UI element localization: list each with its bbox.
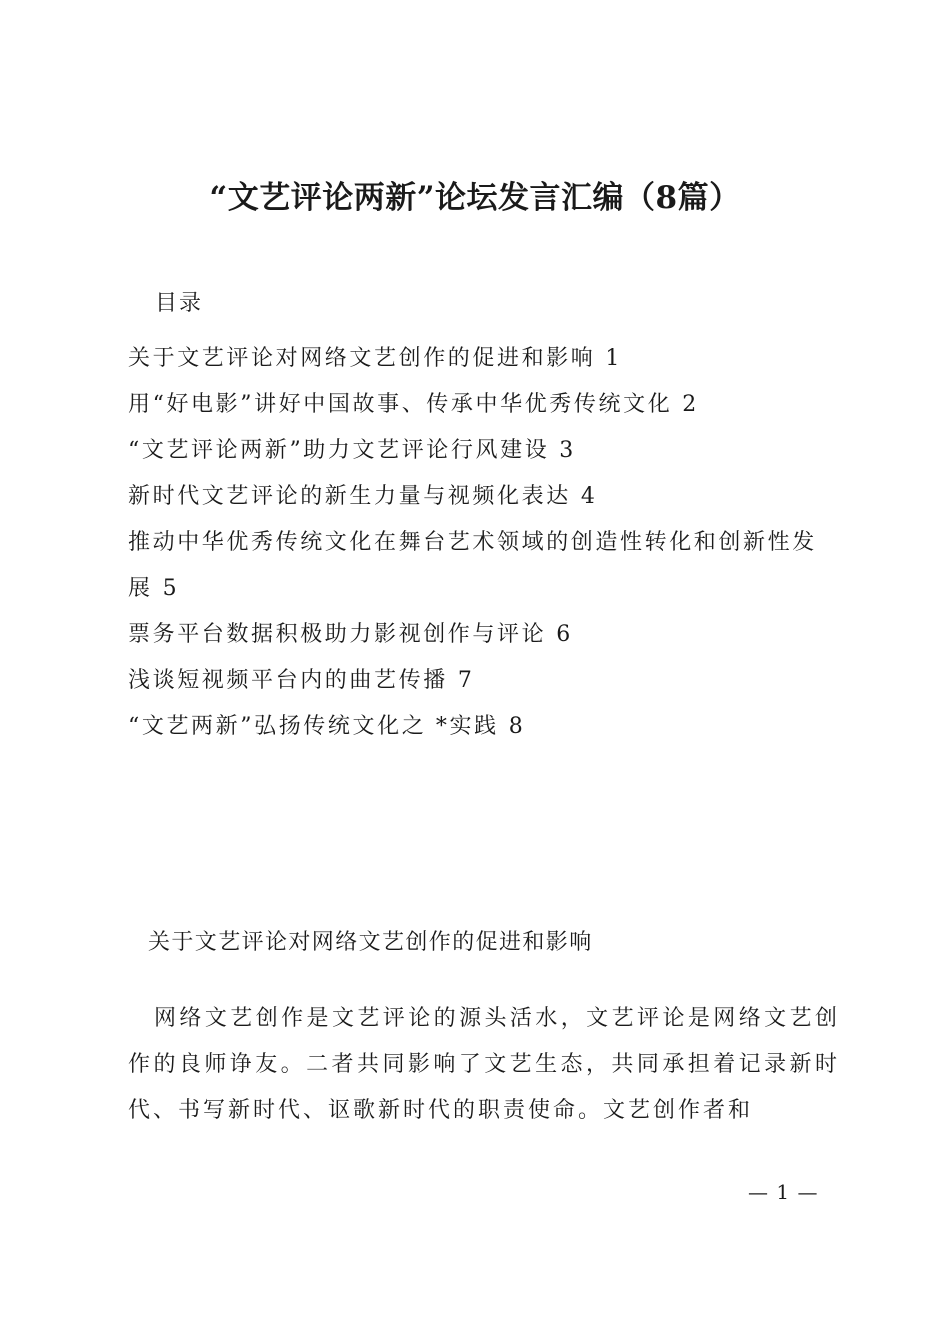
- toc-item-page: 1: [605, 346, 620, 371]
- toc-item-title: 用“好电影”讲好中国故事、传承中华优秀传统文化: [128, 392, 673, 417]
- toc-item[interactable]: [128, 428, 838, 474]
- toc-item-page: 3: [559, 438, 574, 463]
- toc-item-page: 8: [508, 714, 523, 739]
- body-paragraph: 网络文艺创作是文艺评论的源头活水，文艺评论是网络文艺创作的良师诤友。二者共同影响了文艺生态，共同承担着记录新时代、书写新时代、讴歌新时代的职责使命。文艺创作者和: [128, 1006, 840, 1123]
- toc-item-title: 新时代文艺评论的新生力量与视频化表达: [128, 484, 571, 509]
- toc-item-page: 6: [556, 622, 571, 647]
- toc-item[interactable]: [128, 612, 838, 658]
- toc-item-page: 4: [580, 484, 595, 509]
- toc-item-page: 2: [682, 392, 697, 417]
- toc-item[interactable]: [128, 474, 838, 520]
- toc-item-title: 关于文艺评论对网络文艺创作的促进和影响: [128, 346, 596, 371]
- page-number: — 1 —: [748, 1180, 819, 1204]
- toc-item[interactable]: [128, 704, 838, 750]
- toc-item[interactable]: [128, 520, 838, 612]
- toc-item[interactable]: [128, 336, 838, 382]
- toc-item-title: “文艺评论两新”助力文艺评论行风建设: [128, 438, 550, 463]
- toc-heading: 目录: [155, 291, 204, 316]
- toc-item-page: 7: [457, 668, 472, 693]
- document-title: “文艺评论两新”论坛发言汇编（8篇）: [209, 180, 741, 216]
- table-of-contents: [128, 336, 838, 750]
- toc-item-title: 推动中华优秀传统文化在舞台艺术领域的创造性转化和创新性发展: [128, 530, 817, 601]
- toc-item-title: 浅谈短视频平台内的曲艺传播: [128, 668, 448, 693]
- section-heading: 关于文艺评论对网络文艺创作的促进和影响: [148, 930, 593, 955]
- toc-item-title: “文艺两新”弘扬传统文化之 *实践: [128, 714, 499, 739]
- toc-item-title: 票务平台数据积极助力影视创作与评论: [128, 622, 547, 647]
- toc-item-page: 5: [162, 576, 177, 601]
- toc-item[interactable]: [128, 658, 838, 704]
- toc-item[interactable]: [128, 382, 838, 428]
